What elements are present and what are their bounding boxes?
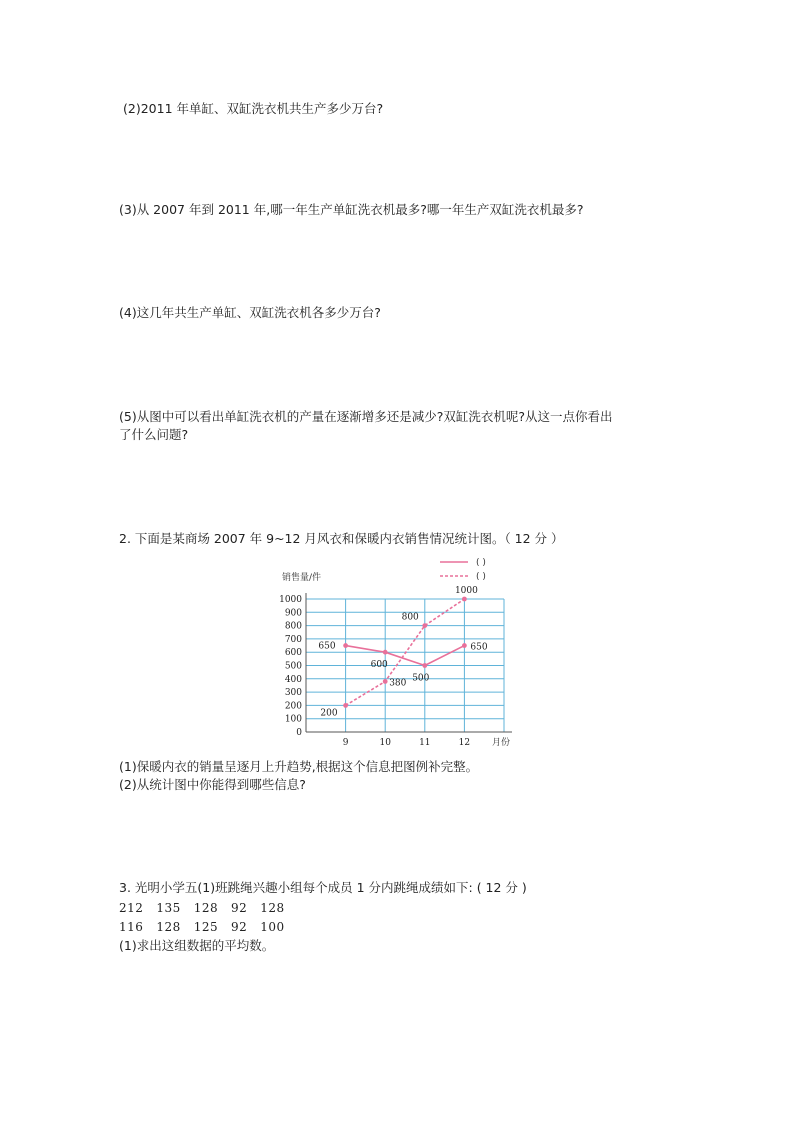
- y-tick-label: 400: [284, 674, 302, 685]
- x-tick-label: 12: [458, 738, 471, 748]
- y-tick-label: 300: [284, 688, 302, 699]
- series-line: [346, 646, 465, 666]
- question-2-title: 2. 下面是某商场 2007 年 9~12 月风衣和保暖内衣销售情况统计图。（ 12 分 ）: [119, 531, 564, 546]
- y-tick-label: 600: [284, 648, 302, 659]
- sales-line-chart: [268, 553, 530, 753]
- data-point: [422, 663, 427, 668]
- question-1-4: (4)这几年共生产单缸、双缸洗衣机各多少万台?: [119, 305, 381, 320]
- question-1-5-line-1: (5)从图中可以看出单缸洗衣机的产量在逐渐增多还是减少?双缸洗衣机呢?从这一点你看出: [119, 409, 613, 424]
- data-point: [343, 643, 348, 648]
- data-point: [462, 643, 467, 648]
- data-point: [383, 679, 388, 684]
- data-point: [422, 623, 427, 628]
- y-tick-label: 200: [284, 701, 302, 712]
- y-tick-label: 100: [284, 714, 302, 725]
- y-tick-label: 500: [284, 661, 302, 672]
- y-tick-label: 900: [284, 608, 302, 619]
- question-3-1: (1)求出这组数据的平均数。: [119, 938, 275, 953]
- y-axis-title: 销售量/件: [282, 573, 322, 583]
- question-3-title: 3. 光明小学五(1)班跳绳兴趣小组每个成员 1 分内跳绳成绩如下: ( 12 分 ): [119, 880, 527, 895]
- legend-label: ( ): [476, 558, 486, 568]
- scores-row-1: 212 135 128 92 128: [119, 901, 285, 915]
- data-label: 200: [320, 708, 338, 719]
- data-label: 800: [401, 612, 419, 623]
- data-label: 650: [318, 641, 336, 652]
- data-label: 380: [389, 678, 407, 689]
- question-1-5-line-2: 了什么问题?: [119, 427, 189, 442]
- x-tick-label: 11: [419, 738, 431, 748]
- chart-svg: [268, 553, 530, 753]
- y-tick-label: 1000: [279, 595, 302, 605]
- data-point: [343, 703, 348, 708]
- scores-row-2: 116 128 125 92 100: [119, 920, 285, 934]
- y-tick-label: 700: [284, 634, 302, 645]
- question-1-3: (3)从 2007 年到 2011 年,哪一年生产单缸洗衣机最多?哪一年生产双缸洗衣机最多?: [119, 202, 584, 217]
- x-tick-label: 10: [379, 738, 391, 748]
- data-label: 600: [370, 660, 388, 671]
- y-tick-label: 800: [284, 621, 302, 632]
- x-axis-title: 月份: [492, 738, 511, 748]
- data-label: 500: [412, 673, 430, 684]
- question-2-2: (2)从统计图中你能得到哪些信息?: [119, 777, 306, 792]
- data-point: [383, 650, 388, 655]
- question-1-2: (2)2011 年单缸、双缸洗衣机共生产多少万台?: [123, 101, 384, 116]
- x-tick-label: 9: [342, 738, 349, 748]
- legend-label: ( ): [476, 572, 486, 582]
- y-tick-label: 0: [296, 728, 302, 738]
- data-label: 1000: [454, 586, 478, 596]
- data-point: [462, 597, 467, 602]
- data-label: 650: [470, 642, 488, 653]
- question-2-1: (1)保暖内衣的销量呈逐月上升趋势,根据这个信息把图例补完整。: [119, 759, 479, 774]
